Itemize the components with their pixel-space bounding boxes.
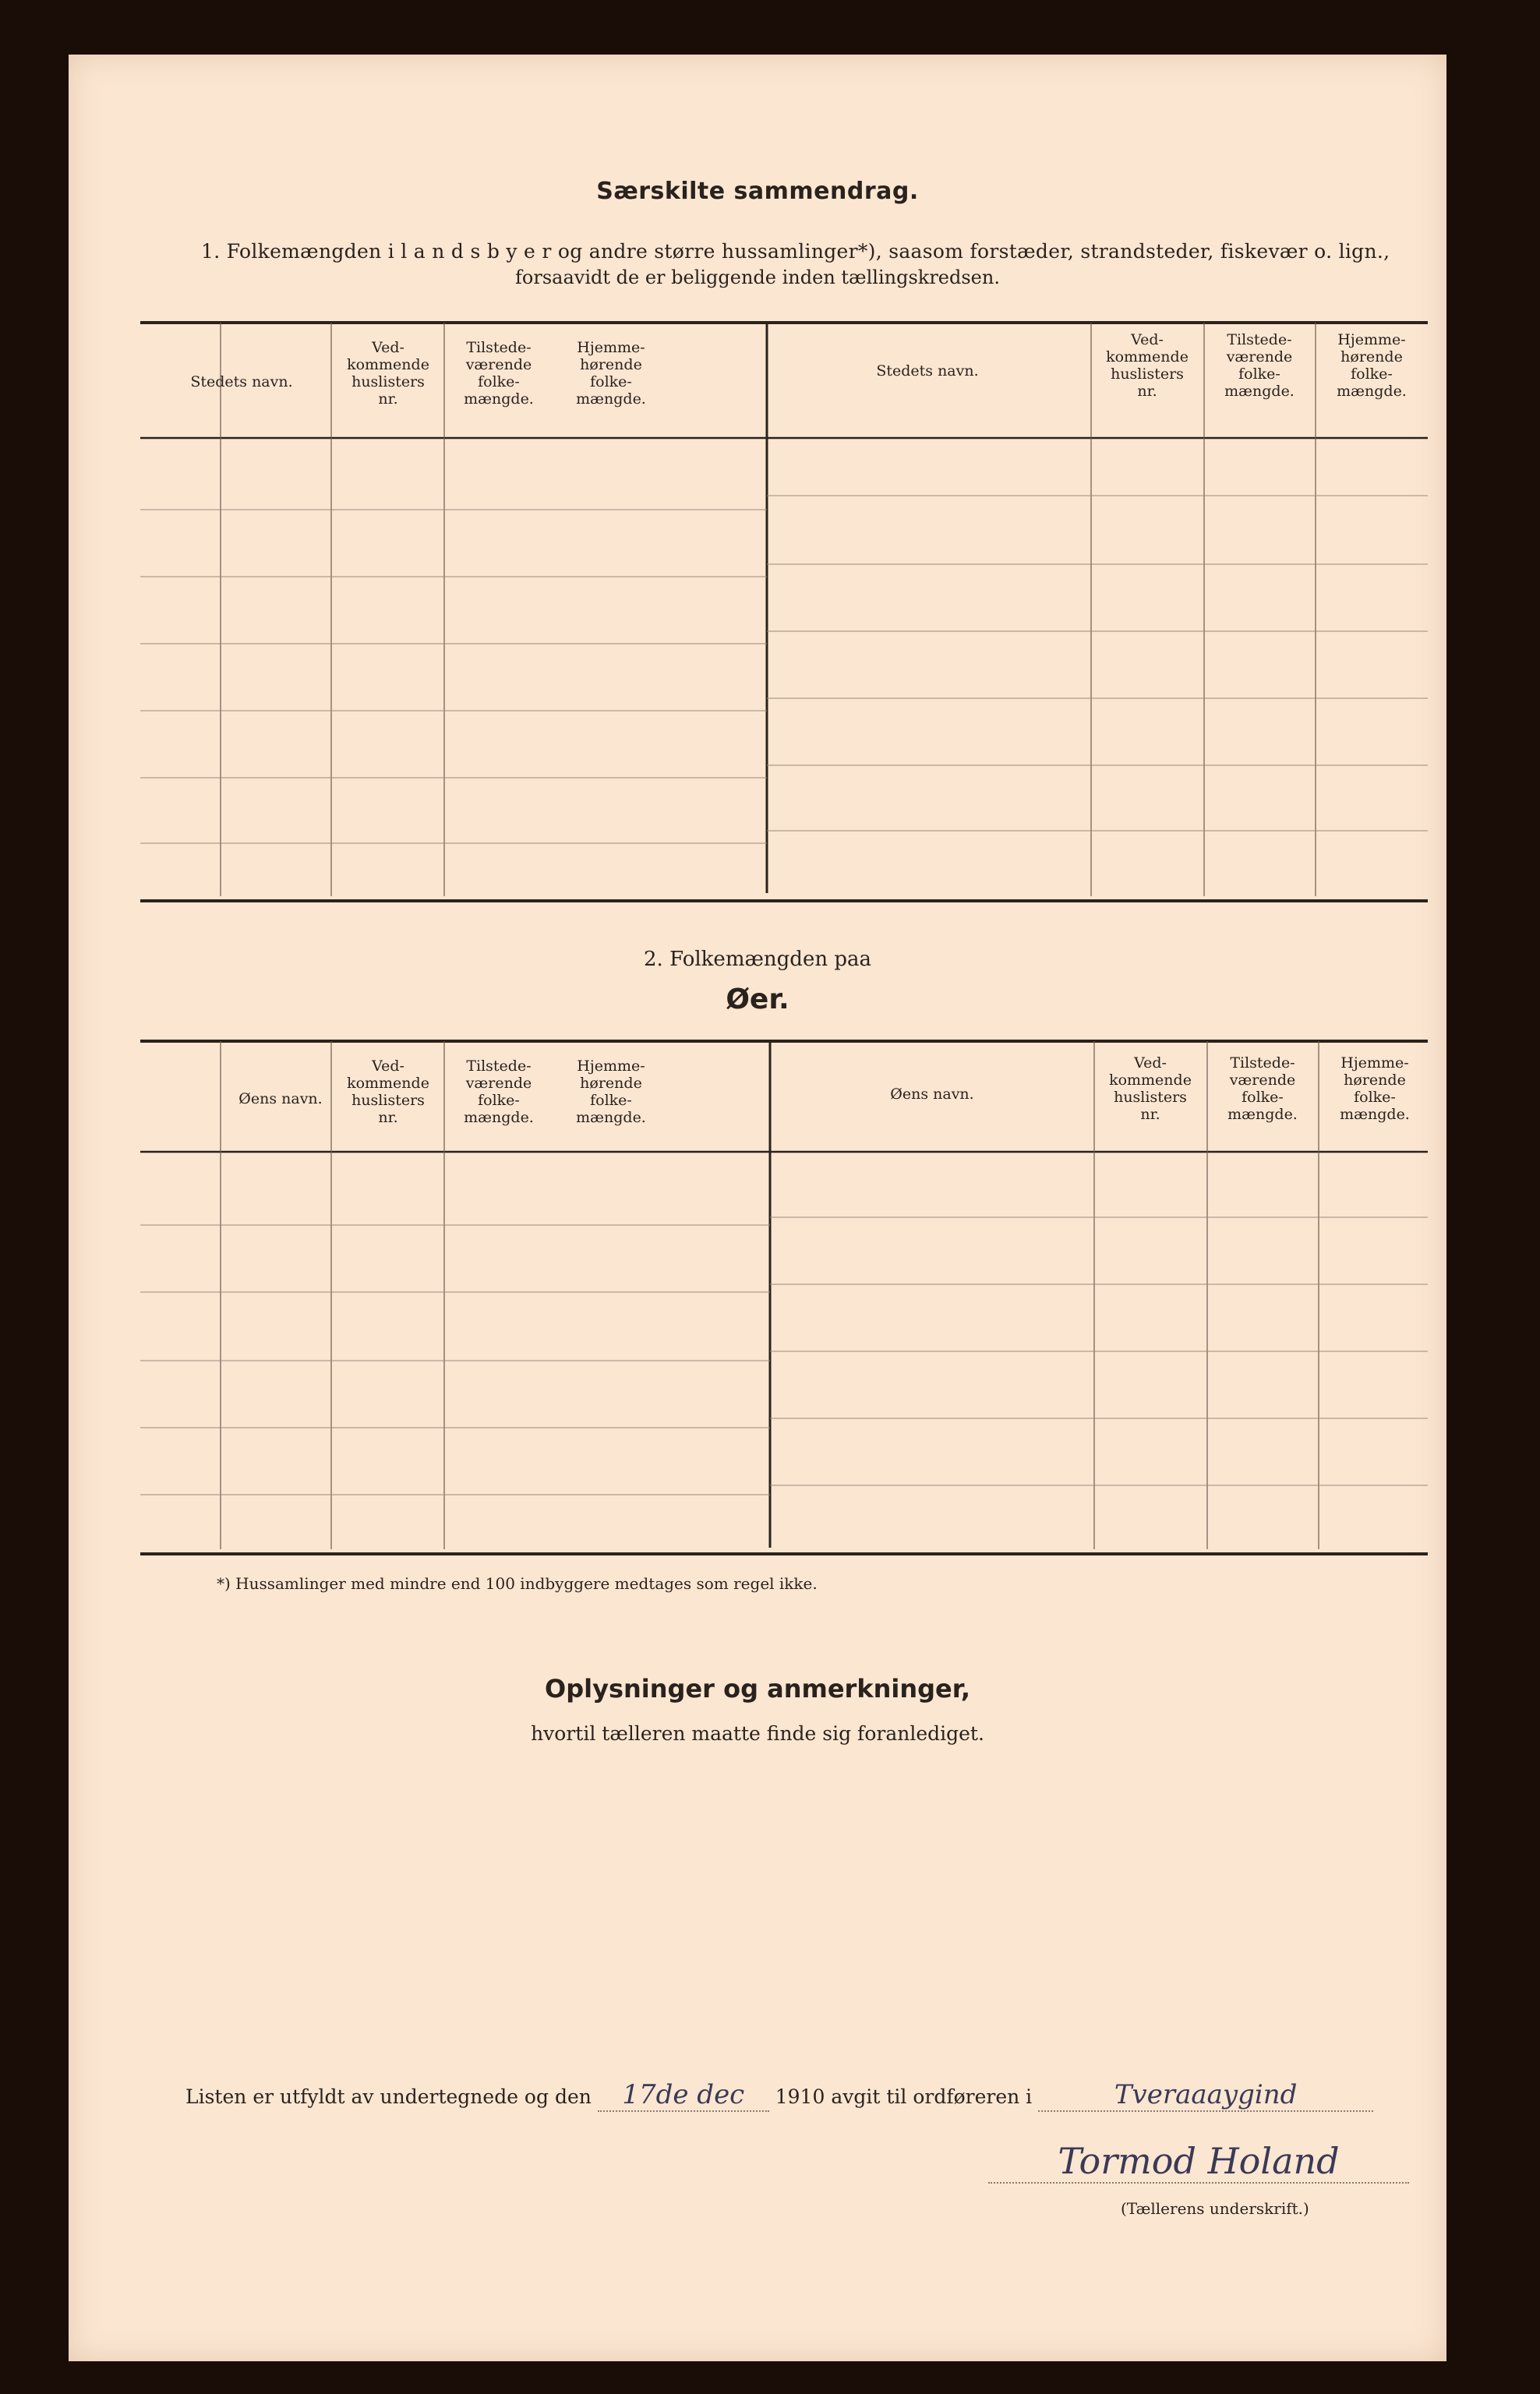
- t2-h-col3-l4: mængde.: [576, 1109, 646, 1126]
- t1-h-col5-l3: folke-: [1238, 365, 1280, 383]
- t2-h-col1-l3: huslisters: [351, 1092, 425, 1109]
- section1-title: Særskilte sammendrag.: [596, 178, 919, 205]
- t1-h-col3-l2: hørende: [580, 356, 642, 373]
- t2-h-col5-l1: Tilstede-: [1230, 1054, 1295, 1072]
- t1-h-col6-l3: folke-: [1351, 365, 1393, 383]
- t1-h-col6-l1: Hjemme-: [1337, 331, 1406, 348]
- t2-h-col2-l4: mængde.: [464, 1109, 534, 1126]
- t2-h-col4-l1: Ved-: [1134, 1054, 1167, 1072]
- t1-h-col3-l1: Hjemme-: [577, 339, 645, 356]
- t2-h-col4-l4: nr.: [1140, 1106, 1160, 1123]
- t1-h-col6-l4: mængde.: [1337, 383, 1407, 400]
- t1-h-col3-l3: folke-: [590, 373, 632, 390]
- t2-h-col6-l1: Hjemme-: [1340, 1054, 1409, 1072]
- t2-h-col6-l3: folke-: [1354, 1089, 1396, 1106]
- remarks-subtitle: hvortil tælleren maatte finde sig foranlediget.: [531, 1722, 984, 1745]
- signature-caption: (Tællerens underskrift.): [1121, 2199, 1309, 2218]
- t2-h-col1-l2: kommende: [347, 1075, 429, 1092]
- t1-h-col2-l1: Tilstede-: [466, 339, 532, 356]
- t1-h-col1-l3: huslisters: [351, 373, 425, 390]
- t2-h-col1-l1: Ved-: [372, 1058, 404, 1075]
- section2-table: [69, 55, 1446, 1613]
- t2-h-col5-l4: mængde.: [1227, 1106, 1298, 1123]
- t2-h-col3-l1: Hjemme-: [577, 1058, 645, 1075]
- footnote: *) Hussamlinger med mindre end 100 indbyggere medtages som regel ikke.: [217, 1574, 818, 1593]
- t1-header-place-right: Stedets navn.: [876, 362, 979, 380]
- t1-h-col4-l4: nr.: [1137, 383, 1157, 400]
- t1-h-col4-l2: kommende: [1106, 348, 1189, 365]
- t1-h-col5-l4: mængde.: [1224, 383, 1295, 400]
- remarks-title: Oplysninger og anmerkninger,: [545, 1674, 970, 1704]
- t1-h-col6-l2: hørende: [1340, 348, 1403, 365]
- section1-intro-line2: forsaavidt de er beliggende inden tællingskredsen.: [515, 267, 1000, 288]
- t2-h-col5-l2: værende: [1229, 1072, 1296, 1089]
- signature-line: [185, 2079, 1373, 2112]
- t1-h-col1-l2: kommende: [347, 356, 429, 373]
- date-handwritten: 17de dec: [598, 2079, 769, 2112]
- t1-h-col1-l1: Ved-: [372, 339, 404, 356]
- t2-h-col5-l3: folke-: [1242, 1089, 1284, 1106]
- t1-h-col4-l1: Ved-: [1131, 331, 1164, 348]
- t2-h-col2-l3: folke-: [478, 1092, 520, 1109]
- t2-h-col6-l4: mængde.: [1340, 1106, 1410, 1123]
- signature-prefix: Listen er utfyldt av undertegnede og den: [185, 2085, 592, 2108]
- t1-h-col2-l2: værende: [465, 356, 532, 373]
- t1-h-col1-l4: nr.: [378, 390, 398, 408]
- municipality-handwritten: Tveraaaygind: [1038, 2079, 1373, 2112]
- t2-h-col3-l3: folke-: [590, 1092, 632, 1109]
- section2-number-line: 2. Folkemængden paa: [644, 948, 871, 971]
- t2-header-place-left: Øens navn.: [238, 1090, 323, 1107]
- t2-h-col1-l4: nr.: [378, 1109, 398, 1126]
- t1-h-col5-l2: værende: [1226, 348, 1293, 365]
- signature-middle: avgit til ordføreren i: [831, 2085, 1033, 2108]
- t1-h-col2-l4: mængde.: [464, 390, 534, 408]
- t2-h-col2-l1: Tilstede-: [466, 1058, 532, 1075]
- t1-h-col3-l4: mængde.: [576, 390, 646, 408]
- t1-h-col4-l3: huslisters: [1111, 365, 1184, 383]
- census-form-page: [69, 55, 1446, 2361]
- t2-h-col2-l2: værende: [465, 1075, 532, 1092]
- t2-header-place-right: Øens navn.: [890, 1086, 974, 1103]
- t2-h-col6-l2: hørende: [1344, 1072, 1406, 1089]
- t2-h-col3-l2: hørende: [580, 1075, 642, 1092]
- year: 1910: [775, 2085, 825, 2108]
- t1-header-place-left: Stedets navn.: [190, 373, 293, 390]
- t2-h-col4-l3: huslisters: [1114, 1089, 1187, 1106]
- t1-h-col2-l3: folke-: [478, 373, 520, 390]
- t1-h-col5-l1: Tilstede-: [1227, 331, 1292, 348]
- t2-h-col4-l2: kommende: [1109, 1072, 1192, 1089]
- enumerator-signature: Tormod Holand: [988, 2140, 1409, 2184]
- section2-title: Øer.: [726, 983, 789, 1015]
- section1-intro-line1: 1. Folkemængden i l a n d s b y e r og andre større hussamlinger*), saasom forstæder, strandsteder, fiskevær o. lign.,: [201, 240, 1390, 263]
